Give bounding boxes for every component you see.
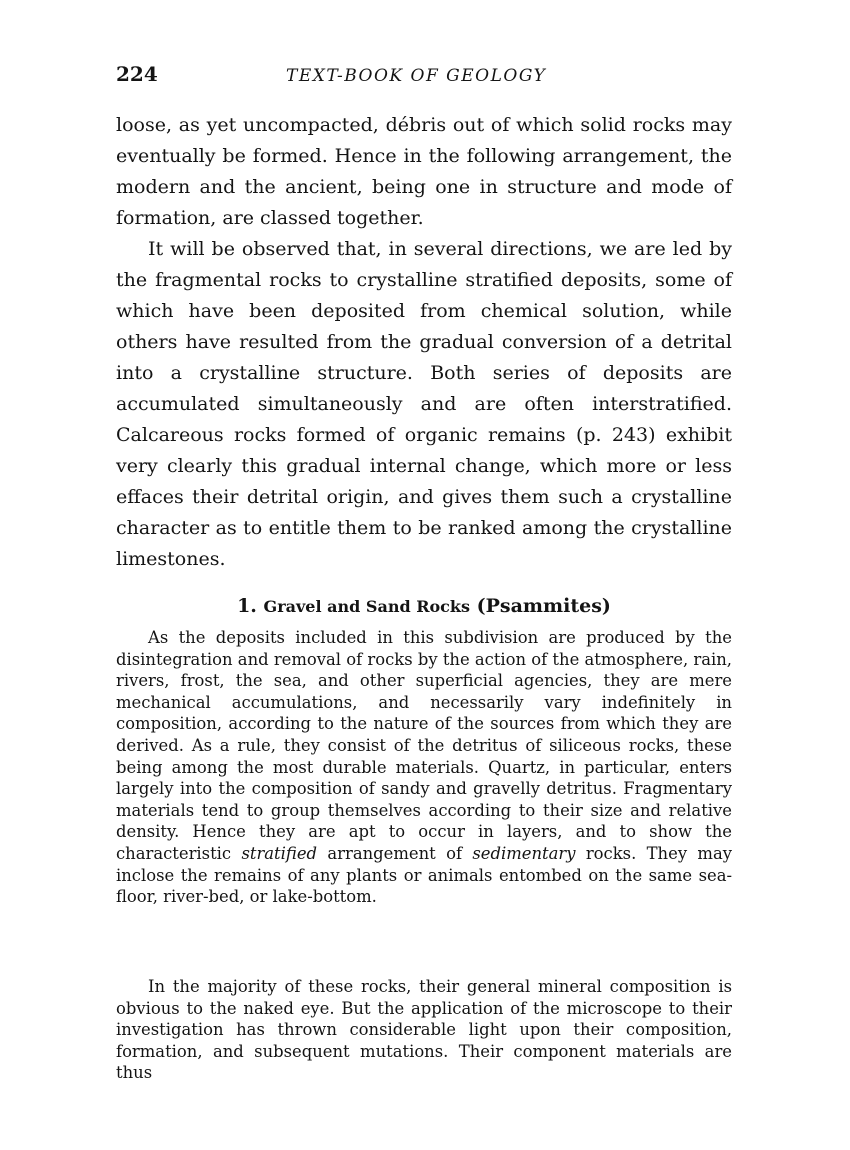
page-number: 224 xyxy=(116,62,158,86)
paragraph-3-text-c: rocks. They may inclose the remains of any plants or animals entombed on the same sea-floor, river-bed, or lake-bottom. xyxy=(116,843,732,907)
paragraph-1: loose, as yet uncompacted, débris out of which solid rocks may eventually be formed. Hence in the following arrangement, the modern and the ancient, being one in structure and mode of formation, are classed together. xyxy=(116,114,732,229)
paragraph-4: In the majority of these rocks, their general mineral composition is obvious to the naked eye. But the application of the microscope to their investigation has thrown considerable light upon their composition, formation, and subsequent mutations. Their component materials are thus xyxy=(116,977,732,1083)
section-title: Gravel and Sand Rocks xyxy=(263,597,471,616)
paragraph-3-text-a: As the deposits included in this subdivision are produced by the disintegration and removal of rocks by the action of the atmosphere, rain, rivers, frost, the sea, and other superficial agencies, they are mere mechanical accumulations, and necessarily vary indefinitely in composition, according to the nature of the sources from which they are derived. As a rule, they consist of the detritus of siliceous rocks, these being among the most durable materials. Quartz, in particular, enters largely into the composition of sandy and gravelly detritus. Fragmentary materials tend to group themselves according to their size and relative density. Hence they are apt to occur in layers, and to show the characteristic xyxy=(116,628,732,863)
emphasis-sedimentary: sedimentary xyxy=(472,843,576,863)
paragraph-2: It will be observed that, in several directions, we are led by the fragmental rocks to crystalline stratified deposits, some of which have been deposited from chemical solution, while others have resulted from the gradual conversion of a detrital into a crystalline structure. Both series of deposits are accumulated simultaneously and are often interstratified. Calcareous rocks formed of organic remains (p. 243) exhibit very clearly this gradual internal change, which more or less effaces their detrital origin, and gives them such a crystalline character as to entitle them to be ranked among the crystalline limestones. xyxy=(116,238,732,570)
running-head: TEXT-BOOK OF GEOLOGY xyxy=(286,66,547,86)
emphasis-stratified: stratified xyxy=(241,843,318,863)
paragraph-3 xyxy=(116,627,732,908)
section-subtitle: (Psammites) xyxy=(476,595,611,617)
page-header xyxy=(116,62,732,92)
paragraph-3-text-b: arrangement of xyxy=(327,843,463,863)
section-number: 1. xyxy=(237,595,257,617)
section-heading xyxy=(116,592,732,621)
